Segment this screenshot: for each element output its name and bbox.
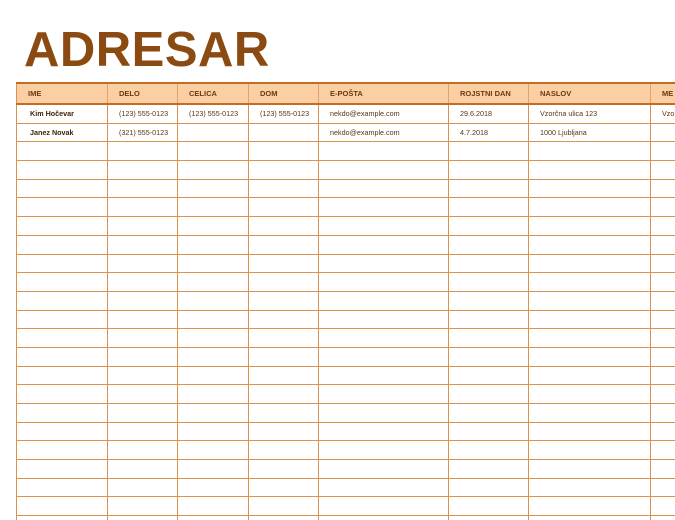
cell-celica[interactable]: (123) 555-0123 xyxy=(178,104,249,123)
cell-naslov[interactable] xyxy=(529,142,651,161)
table-row-empty xyxy=(17,254,675,273)
cell-rojstni-dan[interactable] xyxy=(449,329,529,348)
cell-delo[interactable] xyxy=(108,460,178,479)
cell-delo[interactable] xyxy=(108,235,178,254)
cell-delo[interactable]: (123) 555-0123 xyxy=(108,104,178,123)
cell-naslov[interactable] xyxy=(529,478,651,497)
cell-naslov[interactable] xyxy=(529,273,651,292)
cell-dom[interactable] xyxy=(249,142,319,161)
cell-naslov[interactable] xyxy=(529,441,651,460)
cell-celica[interactable] xyxy=(178,198,249,217)
cell-dom[interactable] xyxy=(249,460,319,479)
cell-ime[interactable] xyxy=(17,460,108,479)
cell-celica[interactable] xyxy=(178,366,249,385)
cell-dom[interactable] xyxy=(249,273,319,292)
cell-me[interactable] xyxy=(651,217,675,236)
cell-ime[interactable]: Janez Novak xyxy=(17,123,108,142)
cell-me[interactable] xyxy=(651,161,675,180)
table-row-empty xyxy=(17,198,675,217)
cell-celica[interactable] xyxy=(178,179,249,198)
column-header-eposta[interactable]: E-POŠTA xyxy=(319,83,449,104)
cell-eposta[interactable] xyxy=(319,441,449,460)
cell-ime[interactable] xyxy=(17,422,108,441)
cell-rojstni-dan[interactable] xyxy=(449,217,529,236)
table-row xyxy=(17,123,675,142)
column-header-ime[interactable]: IME xyxy=(17,83,108,104)
cell-delo[interactable] xyxy=(108,516,178,520)
cell-ime[interactable] xyxy=(17,347,108,366)
cell-celica[interactable] xyxy=(178,329,249,348)
cell-rojstni-dan[interactable] xyxy=(449,347,529,366)
cell-ime[interactable] xyxy=(17,254,108,273)
cell-me[interactable]: Vzo xyxy=(651,104,675,123)
cell-dom[interactable] xyxy=(249,497,319,516)
cell-delo[interactable] xyxy=(108,366,178,385)
cell-rojstni-dan[interactable] xyxy=(449,497,529,516)
cell-delo[interactable] xyxy=(108,497,178,516)
cell-naslov[interactable] xyxy=(529,497,651,516)
cell-naslov[interactable] xyxy=(529,235,651,254)
cell-naslov[interactable] xyxy=(529,516,651,520)
cell-ime[interactable] xyxy=(17,329,108,348)
cell-ime[interactable] xyxy=(17,273,108,292)
cell-eposta[interactable] xyxy=(319,329,449,348)
column-header-delo[interactable]: DELO xyxy=(108,83,178,104)
cell-me[interactable] xyxy=(651,366,675,385)
column-header-rojstni-dan[interactable]: ROJSTNI DAN xyxy=(449,83,529,104)
cell-ime[interactable] xyxy=(17,179,108,198)
cell-eposta[interactable] xyxy=(319,497,449,516)
cell-delo[interactable] xyxy=(108,142,178,161)
cell-naslov[interactable] xyxy=(529,329,651,348)
table-row-empty xyxy=(17,422,675,441)
cell-rojstni-dan[interactable] xyxy=(449,422,529,441)
cell-rojstni-dan[interactable] xyxy=(449,366,529,385)
cell-celica[interactable] xyxy=(178,217,249,236)
cell-ime[interactable] xyxy=(17,516,108,520)
cell-naslov[interactable] xyxy=(529,385,651,404)
column-header-me[interactable]: ME xyxy=(651,83,675,104)
table-row-empty xyxy=(17,497,675,516)
cell-ime[interactable] xyxy=(17,291,108,310)
cell-naslov[interactable] xyxy=(529,291,651,310)
cell-celica[interactable] xyxy=(178,404,249,423)
cell-celica[interactable] xyxy=(178,460,249,479)
cell-naslov[interactable] xyxy=(529,310,651,329)
cell-delo[interactable] xyxy=(108,310,178,329)
cell-ime[interactable] xyxy=(17,235,108,254)
cell-dom[interactable] xyxy=(249,179,319,198)
cell-delo[interactable] xyxy=(108,441,178,460)
table-row-empty xyxy=(17,441,675,460)
cell-naslov[interactable] xyxy=(529,217,651,236)
cell-eposta[interactable] xyxy=(319,516,449,520)
cell-ime[interactable] xyxy=(17,478,108,497)
cell-naslov[interactable] xyxy=(529,161,651,180)
cell-eposta[interactable] xyxy=(319,179,449,198)
cell-eposta[interactable] xyxy=(319,291,449,310)
cell-dom[interactable] xyxy=(249,123,319,142)
cell-rojstni-dan[interactable] xyxy=(449,235,529,254)
cell-me[interactable] xyxy=(651,404,675,423)
cell-delo[interactable] xyxy=(108,347,178,366)
address-table-container xyxy=(16,82,675,520)
cell-celica[interactable] xyxy=(178,161,249,180)
cell-me[interactable] xyxy=(651,123,675,142)
table-row-empty xyxy=(17,142,675,161)
column-header-naslov[interactable]: NASLOV xyxy=(529,83,651,104)
cell-me[interactable] xyxy=(651,516,675,520)
cell-delo[interactable] xyxy=(108,161,178,180)
cell-me[interactable] xyxy=(651,441,675,460)
table-row-empty xyxy=(17,179,675,198)
cell-delo[interactable] xyxy=(108,404,178,423)
cell-dom[interactable] xyxy=(249,516,319,520)
cell-dom[interactable]: (123) 555-0123 xyxy=(249,104,319,123)
cell-dom[interactable] xyxy=(249,385,319,404)
cell-delo[interactable] xyxy=(108,329,178,348)
document-title: ADRESAR xyxy=(24,23,270,77)
cell-ime[interactable] xyxy=(17,366,108,385)
table-row-empty xyxy=(17,310,675,329)
cell-delo[interactable] xyxy=(108,385,178,404)
cell-dom[interactable] xyxy=(249,217,319,236)
cell-rojstni-dan[interactable] xyxy=(449,161,529,180)
cell-dom[interactable] xyxy=(249,404,319,423)
cell-naslov[interactable] xyxy=(529,254,651,273)
table-row-empty xyxy=(17,460,675,479)
cell-naslov[interactable] xyxy=(529,198,651,217)
cell-eposta[interactable] xyxy=(319,404,449,423)
cell-celica[interactable] xyxy=(178,385,249,404)
cell-naslov[interactable] xyxy=(529,460,651,479)
table-row-empty xyxy=(17,235,675,254)
cell-me[interactable] xyxy=(651,254,675,273)
cell-me[interactable] xyxy=(651,422,675,441)
cell-celica[interactable] xyxy=(178,347,249,366)
cell-celica[interactable] xyxy=(178,235,249,254)
cell-rojstni-dan[interactable] xyxy=(449,310,529,329)
cell-ime[interactable] xyxy=(17,497,108,516)
cell-eposta[interactable] xyxy=(319,422,449,441)
cell-me[interactable] xyxy=(651,460,675,479)
column-header-celica[interactable]: CELICA xyxy=(178,83,249,104)
cell-delo[interactable] xyxy=(108,254,178,273)
cell-celica[interactable] xyxy=(178,422,249,441)
cell-rojstni-dan[interactable] xyxy=(449,198,529,217)
cell-celica[interactable] xyxy=(178,441,249,460)
cell-rojstni-dan[interactable]: 4.7.2018 xyxy=(449,123,529,142)
cell-rojstni-dan[interactable] xyxy=(449,441,529,460)
table-row-empty xyxy=(17,347,675,366)
cell-eposta[interactable] xyxy=(319,478,449,497)
cell-dom[interactable] xyxy=(249,366,319,385)
cell-eposta[interactable] xyxy=(319,366,449,385)
table-row-empty xyxy=(17,478,675,497)
cell-celica[interactable] xyxy=(178,310,249,329)
cell-celica[interactable] xyxy=(178,142,249,161)
table-row-empty xyxy=(17,273,675,292)
cell-eposta[interactable] xyxy=(319,310,449,329)
cell-eposta[interactable]: nekdo@example.com xyxy=(319,104,449,123)
cell-delo[interactable] xyxy=(108,179,178,198)
cell-ime[interactable] xyxy=(17,217,108,236)
cell-naslov[interactable]: Vzorčna ulica 123 xyxy=(529,104,651,123)
cell-me[interactable] xyxy=(651,235,675,254)
cell-delo[interactable] xyxy=(108,478,178,497)
cell-eposta[interactable] xyxy=(319,198,449,217)
cell-dom[interactable] xyxy=(249,161,319,180)
cell-eposta[interactable] xyxy=(319,161,449,180)
table-row-empty xyxy=(17,366,675,385)
table-row-empty xyxy=(17,385,675,404)
cell-ime[interactable] xyxy=(17,404,108,423)
cell-rojstni-dan[interactable]: 29.6.2018 xyxy=(449,104,529,123)
cell-celica[interactable] xyxy=(178,123,249,142)
cell-dom[interactable] xyxy=(249,235,319,254)
cell-naslov[interactable] xyxy=(529,179,651,198)
cell-dom[interactable] xyxy=(249,254,319,273)
cell-eposta[interactable] xyxy=(319,235,449,254)
cell-celica[interactable] xyxy=(178,516,249,520)
cell-dom[interactable] xyxy=(249,291,319,310)
cell-naslov[interactable] xyxy=(529,404,651,423)
cell-celica[interactable] xyxy=(178,497,249,516)
cell-eposta[interactable]: nekdo@example.com xyxy=(319,123,449,142)
cell-eposta[interactable] xyxy=(319,273,449,292)
cell-ime[interactable] xyxy=(17,161,108,180)
cell-rojstni-dan[interactable] xyxy=(449,179,529,198)
cell-naslov[interactable]: 1000 Ljubljana xyxy=(529,123,651,142)
cell-dom[interactable] xyxy=(249,329,319,348)
cell-me[interactable] xyxy=(651,198,675,217)
cell-celica[interactable] xyxy=(178,291,249,310)
table-row-empty xyxy=(17,404,675,423)
cell-dom[interactable] xyxy=(249,422,319,441)
cell-ime[interactable] xyxy=(17,198,108,217)
cell-celica[interactable] xyxy=(178,254,249,273)
cell-rojstni-dan[interactable] xyxy=(449,385,529,404)
table-row-empty xyxy=(17,516,675,520)
cell-rojstni-dan[interactable] xyxy=(449,404,529,423)
cell-celica[interactable] xyxy=(178,478,249,497)
cell-me[interactable] xyxy=(651,329,675,348)
cell-me[interactable] xyxy=(651,291,675,310)
cell-dom[interactable] xyxy=(249,310,319,329)
cell-rojstni-dan[interactable] xyxy=(449,291,529,310)
cell-delo[interactable] xyxy=(108,291,178,310)
cell-rojstni-dan[interactable] xyxy=(449,142,529,161)
table-row-empty xyxy=(17,161,675,180)
cell-ime[interactable] xyxy=(17,142,108,161)
cell-naslov[interactable] xyxy=(529,347,651,366)
cell-eposta[interactable] xyxy=(319,217,449,236)
cell-rojstni-dan[interactable] xyxy=(449,460,529,479)
cell-me[interactable] xyxy=(651,179,675,198)
table-row xyxy=(17,104,675,123)
cell-ime[interactable]: Kim Hočevar xyxy=(17,104,108,123)
cell-rojstni-dan[interactable] xyxy=(449,273,529,292)
cell-me[interactable] xyxy=(651,310,675,329)
cell-eposta[interactable] xyxy=(319,460,449,479)
cell-me[interactable] xyxy=(651,273,675,292)
cell-delo[interactable] xyxy=(108,273,178,292)
cell-naslov[interactable] xyxy=(529,422,651,441)
cell-rojstni-dan[interactable] xyxy=(449,254,529,273)
cell-eposta[interactable] xyxy=(319,142,449,161)
cell-delo[interactable] xyxy=(108,198,178,217)
cell-naslov[interactable] xyxy=(529,366,651,385)
table-row-empty xyxy=(17,329,675,348)
cell-delo[interactable] xyxy=(108,422,178,441)
column-header-dom[interactable]: DOM xyxy=(249,83,319,104)
cell-me[interactable] xyxy=(651,385,675,404)
cell-eposta[interactable] xyxy=(319,347,449,366)
cell-dom[interactable] xyxy=(249,198,319,217)
cell-ime[interactable] xyxy=(17,385,108,404)
cell-me[interactable] xyxy=(651,347,675,366)
cell-celica[interactable] xyxy=(178,273,249,292)
cell-eposta[interactable] xyxy=(319,254,449,273)
address-table xyxy=(16,82,675,520)
cell-ime[interactable] xyxy=(17,310,108,329)
cell-dom[interactable] xyxy=(249,347,319,366)
cell-delo[interactable]: (321) 555-0123 xyxy=(108,123,178,142)
cell-me[interactable] xyxy=(651,497,675,516)
header-row xyxy=(17,83,675,104)
table-row-empty xyxy=(17,291,675,310)
cell-me[interactable] xyxy=(651,478,675,497)
cell-eposta[interactable] xyxy=(319,385,449,404)
cell-dom[interactable] xyxy=(249,441,319,460)
cell-ime[interactable] xyxy=(17,441,108,460)
table-row-empty xyxy=(17,217,675,236)
cell-delo[interactable] xyxy=(108,217,178,236)
cell-dom[interactable] xyxy=(249,478,319,497)
cell-rojstni-dan[interactable] xyxy=(449,516,529,520)
cell-rojstni-dan[interactable] xyxy=(449,478,529,497)
cell-me[interactable] xyxy=(651,142,675,161)
